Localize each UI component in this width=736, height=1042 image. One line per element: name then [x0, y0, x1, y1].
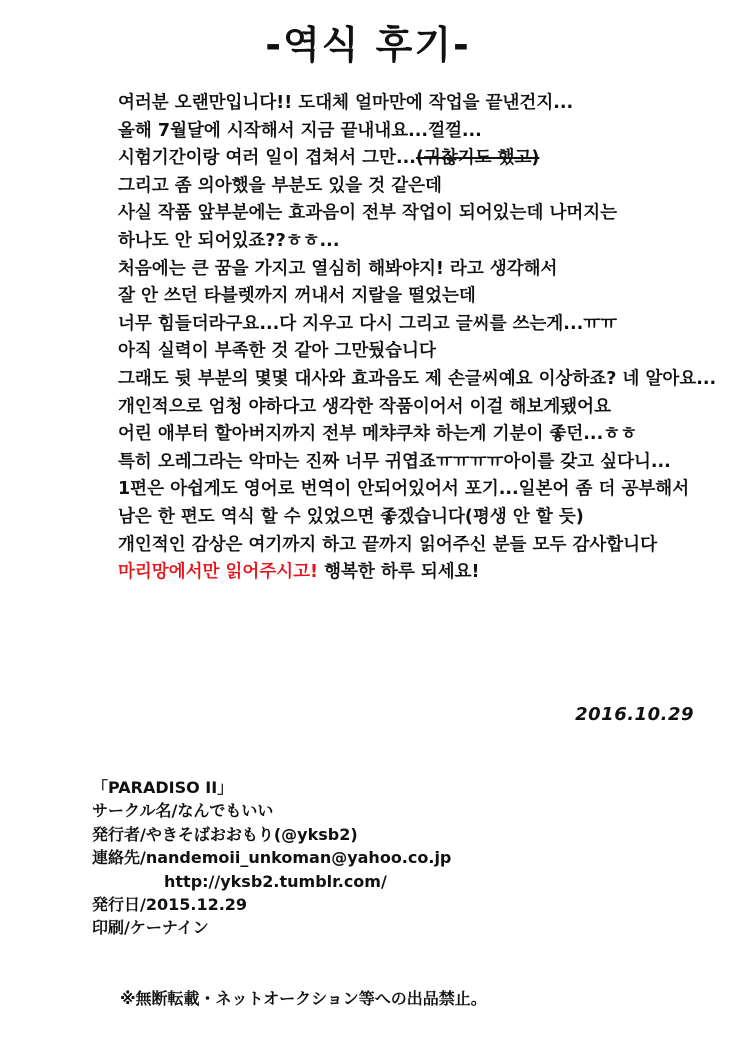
afterword-line: 여러분 오랜만입니다!! 도대체 얼마만에 작업을 끝낸건지...	[118, 93, 574, 113]
afterword-line: 그리고 좀 의아했을 부분도 있을 것 같은데	[118, 175, 442, 196]
afterword-line: 개인적으로 엄청 야하다고 생각한 작품이어서 이걸 해보게됐어요	[118, 396, 611, 417]
afterword-line: 아직 실력이 부족한 것 같아 그만뒀습니다	[118, 341, 436, 362]
colophon-url: http://yksb2.tumblr.com/	[164, 871, 387, 891]
afterword-line: 그래도 뒷 부분의 몇몇 대사와 효과음도 제 손글씨예요 이상하죠? 네 알아요...	[118, 368, 717, 389]
colophon-printer: 印刷/ケーナイン	[92, 918, 209, 938]
afterword-line: 개인적인 감상은 여기까지 하고 끝까지 읽어주신 분들 모두 감사합니다	[118, 534, 657, 555]
afterword-line: 남은 한 편도 역식 할 수 있었으면 좋겠습니다(평생 안 할 듯)	[118, 506, 584, 527]
colophon-publisher: 発行者/やきそばおおもり(@yksb2)	[92, 824, 358, 844]
colophon-circle: サークル名/なんでもいい	[92, 801, 274, 821]
page-title: -역식 후기-	[265, 23, 471, 67]
afterword-line	[118, 145, 728, 173]
afterword-date: 2016.10.29	[575, 704, 694, 725]
afterword-closing-line	[118, 559, 728, 587]
afterword-line: 어린 애부터 할아버지까지 전부 메챠쿠챠 하는게 기분이 좋던...ㅎㅎ	[118, 424, 638, 445]
afterword-line: 특히 오레그라는 악마는 진짜 너무 귀엽죠ㅠㅠㅠㅠ아이를 갖고 싶다니...	[118, 451, 671, 472]
afterword-line: 너무 힘들더라구요...다 지우고 다시 그리고 글씨를 쓰는게...ㅠㅠ	[118, 313, 618, 334]
afterword-line: 1편은 아쉽게도 영어로 번역이 안되어있어서 포기...일본어 좀 더 공부해서	[118, 479, 690, 500]
afterword-text	[118, 90, 728, 587]
afterword-line: 올해 7월달에 시작해서 지금 끝내내요...껄껄...	[118, 120, 482, 141]
strikethrough-note: (귀찮기도 했고)	[415, 148, 540, 169]
closing-red-text: 마리망에서만 읽어주시고!	[118, 562, 319, 583]
colophon-title: 「PARADISO II」	[92, 778, 234, 797]
closing-text: 행복한 하루 되세요!	[318, 562, 480, 583]
colophon	[92, 776, 652, 940]
afterword-line: 하나도 안 되어있죠??ㅎㅎ...	[118, 230, 340, 251]
colophon-contact: 連絡先/nandemoii_unkoman@yahoo.co.jp	[92, 848, 452, 868]
afterword-line: 잘 안 쓰던 타블렛까지 꺼내서 지랄을 떨었는데	[118, 286, 476, 307]
afterword-line-text: 시험기간이랑 여러 일이 겹쳐서 그만...	[118, 148, 416, 169]
reprint-notice: ※無断転載・ネットオークション等への出品禁止。	[120, 989, 487, 1008]
afterword-line: 처음에는 큰 꿈을 가지고 열심히 해봐야지! 라고 생각해서	[118, 258, 558, 279]
afterword-line: 사실 작품 앞부분에는 효과음이 전부 작업이 되어있는데 나머지는	[118, 203, 618, 224]
colophon-issue-date: 発行日/2015.12.29	[92, 894, 248, 914]
